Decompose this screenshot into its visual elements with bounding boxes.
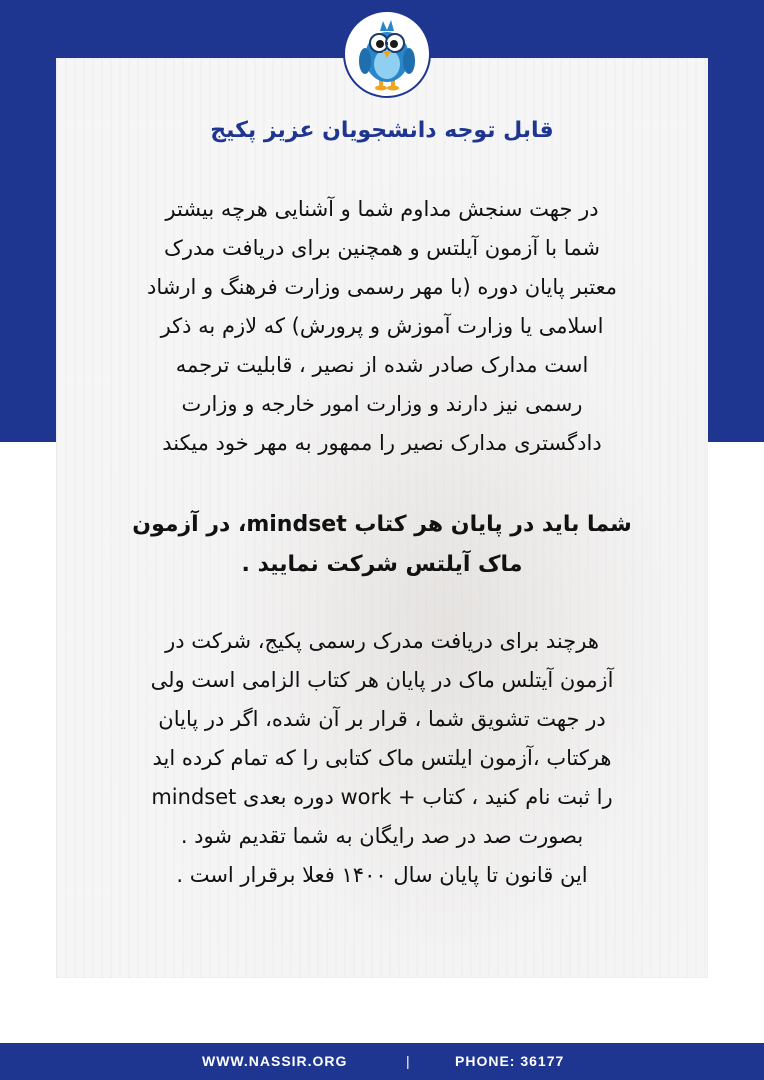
intro-paragraph [76, 190, 688, 463]
blue-bird-icon [352, 17, 422, 91]
paragraph-line: در جهت تشویق شما ، قرار بر آن شده، اگر در پایان [158, 707, 606, 731]
paragraph-line: شما باید در پایان هر کتاب mindset، در آزمون [132, 512, 632, 537]
paragraph-line: است مدارک صادر شده از نصیر ، قابلیت ترجمه [175, 353, 589, 377]
emphasis-paragraph [76, 505, 688, 585]
footer-bar [0, 1043, 764, 1080]
paragraph-line: دادگستری مدارک نصیر را ممهور به مهر خود میکند [162, 431, 602, 455]
page-title: قابل توجه دانشجویان عزیز پکیج [210, 118, 554, 143]
paragraph-line: رسمی نیز دارند و وزارت امور خارجه و وزارت [181, 392, 583, 416]
paragraph-line: ماک آیلتس شرکت نمایید . [241, 552, 523, 577]
paragraph-line: بصورت صد در صد رایگان به شما تقدیم شود . [180, 824, 584, 848]
logo-badge [343, 10, 431, 98]
footer-separator: | [406, 1053, 411, 1069]
paragraph-line: هرچند برای دریافت مدرک رسمی پکیج، شرکت در [165, 629, 599, 653]
details-paragraph [76, 622, 688, 895]
paragraph-line: اسلامی یا وزارت آموزش و پرورش) که لازم به ذکر [160, 314, 604, 338]
paragraph-line: را ثبت نام کنید ، کتاب + work دوره بعدی mindset [151, 785, 613, 809]
paragraph-line: معتبر پایان دوره (با مهر رسمی وزارت فرهنگ و ارشاد [147, 275, 617, 299]
paragraph-line: در جهت سنجش مداوم شما و آشنایی هرچه بیشتر [165, 197, 599, 221]
phone-number: PHONE: 36177 [455, 1053, 565, 1069]
paragraph-line: شما با آزمون آیلتس و همچنین برای دریافت مدرک [164, 236, 600, 260]
paragraph-line: هرکتاب ،آزمون ایلتس ماک کتابی را که تمام کرده اید [152, 746, 612, 770]
paragraph-line: این قانون تا پایان سال ۱۴۰۰ فعلا برقرار است . [176, 863, 588, 887]
website-link[interactable]: WWW.NASSIR.ORG [202, 1053, 348, 1069]
paragraph-line: آزمون آیتلس ماک در پایان هر کتاب الزامی است ولی [150, 668, 614, 692]
